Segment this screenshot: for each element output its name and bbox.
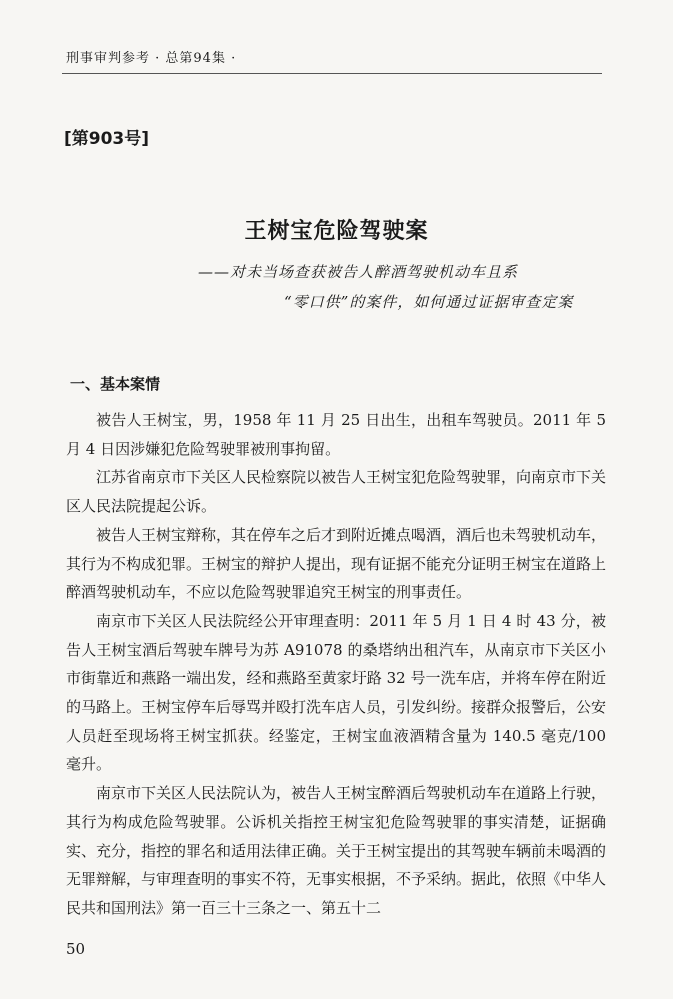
- paragraph-court-opinion: 南京市下关区人民法院认为，被告人王树宝醉酒后驾驶机动车在道路上行驶，其行为构成危险驾驶罪。公诉机关指控王树宝犯危险驾驶罪的事实清楚，证据确实、充分，指控的罪名和适用法律正确。关于王树宝提出的其驾驶车辆前未喝酒的无罪辩解，与审理查明的事实不符，无事实根据，不予采纳。据此，依照《中华人民共和国刑法》第一百三十三条之一、第五十二: [66, 784, 607, 917]
- case-title: 王树宝危险驾驶案: [244, 218, 429, 244]
- subtitle-line-2: “零口供”的案件，如何通过证据审查定案: [284, 293, 574, 311]
- page-number: 50: [66, 940, 86, 958]
- header-rule: [62, 73, 602, 74]
- paragraph-defendant-info: 被告人王树宝，男，1958 年 11 月 25 日出生，出租车驾驶员。2011 年 5 月 4 日因涉嫌犯危险驾驶罪被刑事拘留。: [66, 411, 606, 458]
- paragraph-facts: 南京市下关区人民法院经公开审理查明：2011 年 5 月 1 日 4 时 43 分，被告人王树宝酒后驾驶车牌号为苏 A91078 的桑塔纳出租汽车，从南京市下关区小市街靠近和燕路一端出发，经和燕路至黄家圩路 32 号一洗车店，并将车停在附近的马路上。王树宝停车后辱骂并殴打洗车店人员，引发纠纷。接群众报警后，公安人员赶至现场将王树宝抓获。经鉴定，王树宝血液酒精含量为 140.5 毫克/100 毫升。: [66, 611, 607, 774]
- paragraph-defense: 被告人王树宝辩称，其在停车之后才到附近摊点喝酒，酒后也未驾驶机动车，其行为不构成犯罪。王树宝的辩护人提出，现有证据不能充分证明王树宝在道路上醉酒驾驶机动车，不应以危险驾驶罪追究王树宝的刑事责任。: [66, 525, 607, 602]
- subtitle-line-1: ——对未当场查获被告人醉酒驾驶机动车且系: [198, 263, 519, 281]
- case-number: [第903号]: [64, 129, 150, 149]
- section-heading: 一、基本案情: [70, 375, 161, 393]
- paragraph-prosecution: 江苏省南京市下关区人民检察院以被告人王树宝犯危险驾驶罪，向南京市下关区人民法院提起公诉。: [66, 468, 607, 516]
- running-header: 刑事审判参考 · 总第94集 ·: [66, 51, 237, 66]
- body-text: [66, 406, 606, 923]
